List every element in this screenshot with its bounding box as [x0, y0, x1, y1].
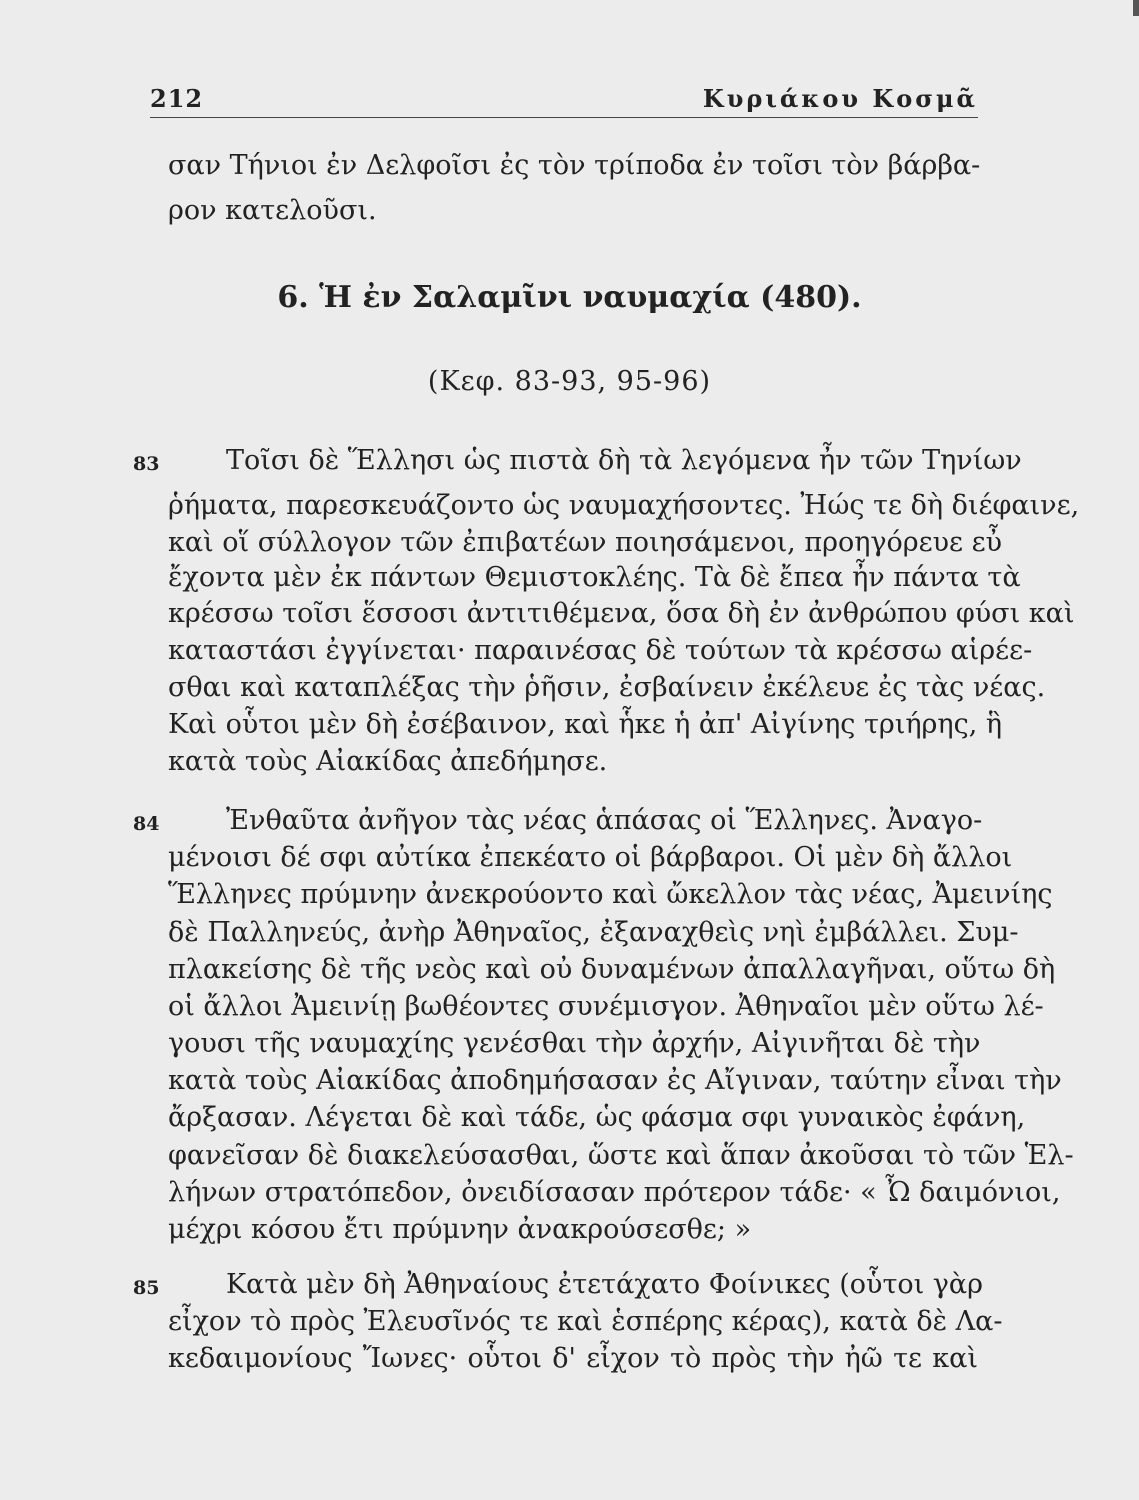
text-line: μέχρι κόσου ἔτι πρύμνην ἀνακρούσεσθε; »: [168, 1214, 752, 1245]
text-line: εἶχον τὸ πρὸς Ἐλευσῖνός τε καὶ ἑσπέρης κέρας), κατὰ δὲ Λα-: [168, 1306, 1003, 1337]
text-line: ῥήματα, παρεσκευάζοντο ὡς ναυμαχήσοντες. Ἠώς τε δὴ διέφαινε,: [168, 490, 1080, 521]
text-line: ἄρξασαν. Λέγεται δὲ καὶ τάδε, ὡς φάσμα σφι γυναικὸς ἐφάνη,: [168, 1102, 1026, 1133]
page-header: [150, 84, 978, 124]
chapter-range: (Κεφ. 83-93, 95-96): [427, 366, 712, 397]
paragraph-number: 83: [133, 453, 160, 475]
text-line: Κατὰ μὲν δὴ Ἀθηναίους ἐτετάχατο Φοίνικες (οὗτοι γὰρ: [226, 1269, 984, 1300]
text-line: κατὰ τοὺς Αἰακίδας ἀποδημήσασαν ἐς Αἴγιναν, ταύτην εἶναι τὴν: [168, 1065, 1062, 1096]
text-line: ρον κατελοῦσι.: [168, 195, 377, 226]
paragraph-number: 85: [133, 1277, 160, 1299]
text-line: μένοισι δέ σφι αὐτίκα ἐπεκέατο οἱ βάρβαροι. Οἱ μὲν δὴ ἄλλοι: [168, 842, 1013, 873]
text-line: καὶ οἵ σύλλογον τῶν ἐπιβατέων ποιησάμενοι, προηγόρευε εὖ: [168, 527, 1003, 558]
text-line: καταστάσι ἐγγίνεται· παραινέσας δὲ τούτων τὰ κρέσσω αἱρέε-: [168, 635, 1033, 666]
paragraph-number: 84: [133, 813, 160, 835]
text-line: φανεῖσαν δὲ διακελεύσασθαι, ὥστε καὶ ἅπαν ἀκοῦσαι τὸ τῶν Ἑλ-: [168, 1140, 1074, 1171]
section-title: 6. Ἡ ἐν Σαλαμῖνι ναυμαχία (480).: [277, 280, 862, 315]
text-line: λήνων στρατόπεδον, ὀνειδίσασαν πρότερον τάδε· « Ὦ δαιμόνιοι,: [168, 1177, 1061, 1208]
page-number: 212: [150, 84, 204, 113]
text-line: Ἐνθαῦτα ἀνῆγον τὰς νέας ἁπάσας οἱ Ἕλληνες. Ἀναγο-: [226, 805, 983, 836]
running-head: Κυριάκου Κοσμᾶ: [702, 84, 978, 113]
text-line: σθαι καὶ καταπλέξας τὴν ῥῆσιν, ἐσβαίνειν ἐκέλευε ἐς τὰς νέας.: [168, 672, 1046, 703]
text-line: κρέσσω τοῖσι ἕσσοσι ἀντιτιθέμενα, ὅσα δὴ ἐν ἀνθρώπου φύσι καὶ: [168, 598, 1075, 629]
text-line: Τοῖσι δὲ Ἕλλησι ὡς πιστὰ δὴ τὰ λεγόμενα ἦν τῶν Τηνίων: [226, 445, 1022, 476]
text-line: ἔχοντα μὲν ἐκ πάντων Θεμιστοκλέης. Τὰ δὲ ἔπεα ἦν πάντα τὰ: [168, 562, 1021, 593]
text-line: Καὶ οὗτοι μὲν δὴ ἐσέβαινον, καὶ ἧκε ἡ ἀπ' Αἰγίνης τριήρης, ἣ: [168, 709, 1003, 740]
text-line: δὲ Παλληνεύς, ἀνὴρ Ἀθηναῖος, ἐξαναχθεὶς νηὶ ἐμβάλλει. Συμ-: [168, 917, 1019, 948]
text-line: πλακείσης δὲ τῆς νεὸς καὶ οὐ δυναμένων ἀπαλλαγῆναι, οὕτω δὴ: [168, 954, 1056, 985]
scan-edge-mark: [1133, 0, 1139, 16]
text-line: κατὰ τοὺς Αἰακίδας ἀπεδήμησε.: [168, 746, 608, 777]
text-line: κεδαιμονίους Ἴωνες· οὗτοι δ' εἶχον τὸ πρὸς τὴν ἠῶ τε καὶ: [168, 1343, 978, 1374]
header-rule: [150, 117, 978, 118]
text-line: Ἕλληνες πρύμνην ἀνεκρούοντο καὶ ὤκελλον τὰς νέας, Ἀμεινίης: [168, 879, 1053, 910]
text-line: οἱ ἄλλοι Ἀμεινίῃ βωθέοντες συνέμισγον. Ἀθηναῖοι μὲν οὕτω λέ-: [168, 991, 1044, 1022]
text-line: γουσι τῆς ναυμαχίης γενέσθαι τὴν ἀρχήν, Αἰγινῆται δὲ τὴν: [168, 1028, 981, 1059]
text-line: σαν Τήνιοι ἐν Δελφοῖσι ἐς τὸν τρίποδα ἐν τοῖσι τὸν βάρβα-: [168, 150, 981, 181]
